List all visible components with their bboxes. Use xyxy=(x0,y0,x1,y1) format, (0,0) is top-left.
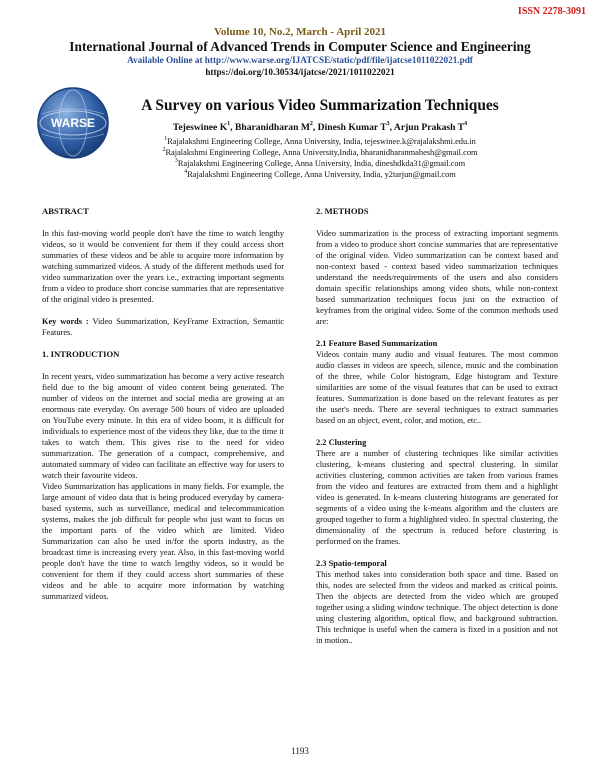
affiliation: $^4$Rajalakshmi Engineering College, Anna University, India, y2tarjun@gmail.com xyxy=(184,169,456,179)
paper-title: A Survey on various Video Summarization Techniques xyxy=(141,97,499,114)
author-name: Dinesh Kumar T xyxy=(317,122,387,133)
logo-text: WARSE xyxy=(50,116,96,130)
methods-heading: 2. METHODS xyxy=(316,206,369,216)
page-number: 1193 xyxy=(291,746,309,756)
subsection-heading: 2.2 Clustering xyxy=(316,438,367,447)
right-column xyxy=(316,206,558,646)
affiliation: $^3$Rajalakshmi Engineering College, Anna University, India, dineshdkda31@gmail.com xyxy=(174,158,466,168)
abstract-heading: ABSTRACT xyxy=(42,206,89,216)
keywords-text: Video Summarization, KeyFrame Extraction, Semantic Features. xyxy=(42,317,285,337)
left-column xyxy=(42,206,284,602)
author-list: Tejeswinee $K^1$, Bharanidharan $M^2$, Dinesh Kumar $T^3$, Arjun Prakash $T^4$ xyxy=(172,121,468,133)
author-sup: 3 xyxy=(386,121,390,127)
abstract-text: In this fast-moving world people don't have the time to watch lengthy videos, so it would be convenient for them if they could access short summaries of these videos and be able to acquire more information by watching summarized videos. A study of the different methods used for video summarization over the years i.e., extracting important segments from a video to produce short concise summaries that are representative of the original video is presented. xyxy=(42,229,284,304)
journal-title: International Journal of Advanced Trends in Computer Science and Engineering xyxy=(69,39,531,54)
keywords xyxy=(42,316,284,338)
keywords-label: Key words : xyxy=(42,317,89,326)
intro-paragraph: Video Summarization has applications in many fields. For example, the large amount of video data that is being produced everyday by camera-based systems, such as surveillance, medical and telecommunication systems, makes the job difficult for people who just want to focus on the important parts of the video which are limited. Video Summarization can also be used in/for the sports industry, as the broadcast time is increasing every year. Also, in this fast-moving world people don't have the time to watch lengthy videos, so it would be convenient for them if they could access short summaries of these videos and be able to acquire more information by watching summarized videos. xyxy=(42,482,284,601)
author-sup: 2 xyxy=(309,121,313,127)
volume-line: Volume 10, No.2, March - April 2021 xyxy=(213,26,387,38)
author-name: Tejeswinee K xyxy=(172,122,228,133)
available-online-link[interactable]: Available Online at http://www.warse.org/IJATCSE/static/pdf/file/ijatcse1011022021.pdf xyxy=(127,55,473,65)
intro-paragraph: In recent years, video summarization has become a very active research field due to the big amount of video content being generated. The number of videos on the internet and social media are growing at an enormous rate everyday. On average 500 hours of video are uploaded on YouTube every minute. In this era of video boom, it is difficult for individuals to experience most of the videos they like, due to the time it takes to watch them. This gives rise to the need for video summarization. The generation of a compact, comprehensive, and automated summary of video can facilitate an effective way for users to watch their favourite videos. xyxy=(42,372,284,480)
affiliation: $^1$Rajalakshmi Engineering College, Anna University, India, tejeswinee.k@rajalakshmi.edu.in xyxy=(164,136,476,146)
author-name: Bharanidharan M xyxy=(234,122,310,133)
subsection-heading: 2.1 Feature Based Summarization xyxy=(316,339,438,348)
intro-heading: 1. INTRODUCTION xyxy=(42,349,120,359)
subsection-text: There are a number of clustering techniques like similar activities clustering, k-means clustering and spectral clustering. In similar activities clustering, common activities are taken from various frames from the video and features are extracted from them and a highlight video is generated. In k-means clustering histograms are generated for segments of a video using the k-means algorithm and the clusters are grouped together to form a highlighted video. In spectral clustering, the dimensionality of the spectrum is reduced before clustering is performed on the frames. xyxy=(316,449,558,546)
subsection-text: Videos contain many audio and visual features. The most common audio classes in videos are speech, silence, music and the combination of the three, while Color histogram, Edge histogram and Texture similarities are some of the visual features that can be used to extract features. Summarization is done based on the relevant features as per the user's needs. There are several techniques to extract summaries based on an object, event, color, and motion, etc.. xyxy=(316,350,558,425)
affiliation: $^2$Rajalakshmi Engineering College, Anna University,India, bharanidharanmahesh@gmail.com xyxy=(162,147,478,157)
subsection-text: This method takes into consideration both space and time. Based on this, nodes are selected from the videos and marked as critical points. Then the objects are detected from the video which are grouped together using a sliding window technique. The object detection is done using clustering algorithm, optical flow, and background subtraction. This technique is useful when the camera is fixed in a position and not in motion.. xyxy=(316,570,558,645)
issn-label: ISSN 2278-3091 xyxy=(517,6,586,17)
subsection-heading: 2.3 Spatio-temporal xyxy=(316,559,387,568)
author-sup: 4 xyxy=(464,121,468,127)
methods-text: Video summarization is the process of extracting important segments from a video to produce short concise summaries that are representative of the original video. Video summarization can be context based and non-context based - context based video summarization techniques understand the needs/requirements of the users and also considers domain specific relationships among video shots, while non-context based summarization techniques focus just on the extraction of keyframes from the original video. Some of the common methods used are: xyxy=(316,229,558,326)
author-sup: 1 xyxy=(227,121,231,127)
doi-link[interactable]: https://doi.org/10.30534/ijatcse/2021/1011022021 xyxy=(205,67,395,77)
author-name: Arjun Prakash T xyxy=(393,122,465,133)
